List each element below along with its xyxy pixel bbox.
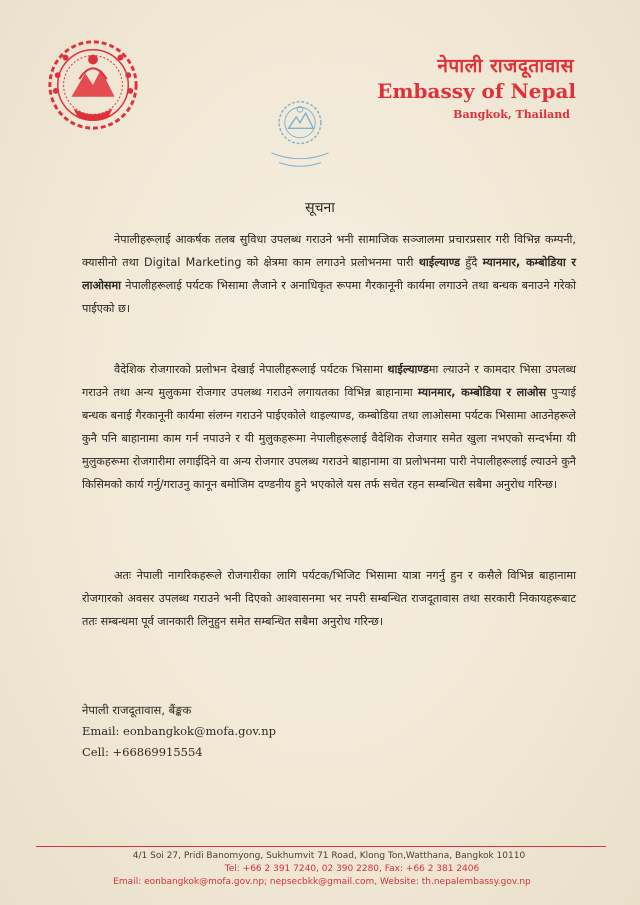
notice-title: सूचना: [305, 200, 335, 216]
text-run: पुऱ्याई बन्धक बनाई गैरकानूनी कार्यमा संलग्न गराउने पाईएकोले थाइल्याण्ड, कम्बोडिया तथा लाओसमा पर्यटक भिसामा आउनेहरूले कुनै पनि बाहानामा काम गर्न नपाउने र यी मुलुकहरूमा नेपालीहरूलाई वैदेशिक रोजगार समेत खुला नभएको सन्दर्भमा यी मुलुकहरूमा रोजगारीमा लगाईदिने वा अन्य रोजगार उपलब्ध गराउने बाहानामा वा प्रलोभनमा पारी नेपालीहरूलाई ल्याउने कुनै किसिमको कार्य गर्नु/गराउनु कानून बमोजिम दण्डनीय हुने भएकोले यस तर्फ सचेत रहन सम्बन्धित सबैमा अनुरोध गरिन्छ।: [82, 386, 576, 491]
letterhead: [377, 54, 576, 124]
emphasized-text: म्यानमार, कम्बोडिया र लाओस: [417, 386, 547, 399]
text-run: हुँदै: [460, 256, 483, 269]
signature-email: Email: eonbangkok@mofa.gov.np: [82, 724, 276, 738]
notice-paragraph-3: [82, 564, 576, 633]
emphasized-text: थाईल्याण्ड: [387, 363, 429, 376]
text-run: मा ल्याउने र कामदार भिसा उपलब्ध गराउने तथा अन्य मुलुकमा रोजगार उपलब्ध गराउने लगायतका विभिन्न बाहानामा: [82, 363, 576, 399]
footer-emails: Email: eonbangkok@mofa.gov.np; nepsecbkk@gmail.com, Website: th.nepalembassy.gov.np: [113, 877, 531, 887]
nepal-emblem-icon: [44, 36, 142, 134]
text-run: नेपालीहरूलाई पर्यटक भिसामा लैजाने र अनाधिकृत रूपमा गैरकानूनी कार्यमा लगाउने तथा बन्धक बनाउने गरेको पाईएको छ।: [82, 279, 576, 315]
footer-address: 4/1 Soi 27, Pridi Banomyong, Sukhumvit 71 Road, Klong Ton,Watthana, Bangkok 10110: [132, 851, 526, 861]
emphasized-text: म्यानमार, कम्बोडिया र लाओसमा: [82, 256, 576, 292]
footer-divider: [36, 846, 606, 847]
emphasized-text: थाईल्याण्ड: [418, 256, 461, 269]
text-run: वैदेशिक रोजगारको प्रलोभन देखाई नेपालीहरूलाई पर्यटक भिसामा: [114, 363, 388, 376]
text-run: नेपालीहरूलाई आकर्षक तलब सुविधा उपलब्ध गराउने भनी सामाजिक सञ्जालमा प्रचारप्रसार गरी विभिन्न कम्पनी, क्यासीनो तथा Digital Marketing को क्षेत्रमा काम लगाउने प्रलोभनमा पारी: [82, 233, 576, 269]
signature-block: [82, 700, 276, 763]
embassy-name-english: Embassy of Nepal: [377, 79, 576, 103]
embassy-name-nepali: नेपाली राजदूतावास: [437, 55, 574, 77]
footer: [0, 850, 640, 889]
embassy-stamp-icon: [262, 94, 338, 174]
notice-paragraph-1: [82, 228, 576, 320]
footer-phones: Tel: +66 2 391 7240, 02 390 2280, Fax: +66 2 381 2406: [224, 864, 480, 874]
embassy-location: Bangkok, Thailand: [453, 108, 570, 121]
signature-office: नेपाली राजदूतावास, बैंङ्कक: [82, 703, 192, 717]
notice-paragraph-2: [82, 358, 576, 496]
signature-cell: Cell: +66869915554: [82, 745, 203, 759]
text-run: अतः नेपाली नागरिकहरूले रोजगारीका लागि पर्यटक/भिजिट भिसामा यात्रा नगर्नु हुन र कसैले विभिन्न बाहानामा रोजगारको अवसर उपलब्ध गराउने भनी दिएको आश्वासनमा भर नपरी सम्बन्धित राजदूतावास तथा सरकारी निकायहरूबाट ततः सम्बन्धमा पूर्व जानकारी लिनुहुन समेत सम्बन्धित सबैमा अनुरोध गरिन्छ।: [82, 569, 576, 628]
